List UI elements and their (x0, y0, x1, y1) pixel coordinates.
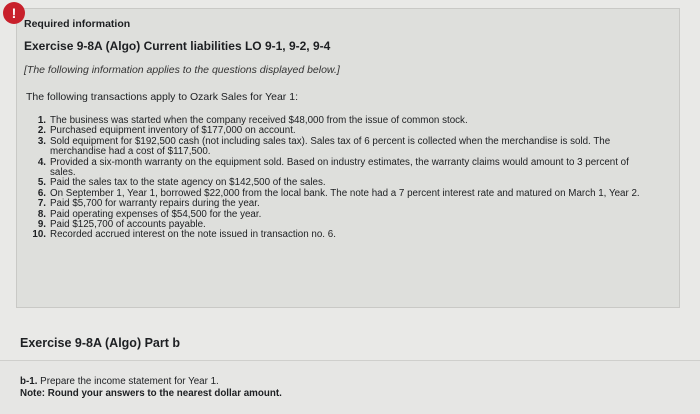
item-text: On September 1, Year 1, borrowed $22,000 from the local bank. The note had a 7 percent interest rate and matured on March 1, Year 2. (50, 187, 640, 199)
intro-text: The following transactions apply to Ozark Sales for Year 1: (26, 91, 298, 103)
item-text: Paid operating expenses of $54,500 for the year. (50, 208, 262, 220)
item-text: The business was started when the company received $48,000 from the issue of common stock. (50, 115, 468, 126)
item-text: Recorded accrued interest on the note issued in transaction no. 6. (50, 229, 336, 241)
item-number: 3. (37, 135, 46, 147)
list-item (24, 158, 642, 179)
item-number: 6. (37, 187, 46, 199)
item-text: Sold equipment for $192,500 cash (not including sales tax). Sales tax of 6 percent is collected when the merchandise is sold. The merchandise had a cost of $117,500. (50, 135, 611, 158)
exercise-title: Exercise 9-8A (Algo) Current liabilities LO 9-1, 9-2, 9-4 (24, 39, 331, 53)
instruction-number: b-1. (20, 376, 38, 387)
item-number: 4. (37, 156, 46, 168)
item-text: Provided a six-month warranty on the equipment sold. Based on industry estimates, the warranty claims would amount to 3 percent of sales. (50, 156, 629, 179)
item-text: Paid the sales tax to the state agency on $142,500 of the sales. (50, 177, 326, 189)
item-number: 7. (37, 198, 46, 210)
item-number: 1. (37, 115, 46, 126)
part-instruction (20, 376, 219, 387)
part-title: Exercise 9-8A (Algo) Part b (20, 336, 181, 350)
item-number: 2. (37, 125, 46, 137)
part-instructions-panel (0, 360, 700, 414)
list-item (24, 137, 642, 158)
rounding-note: Note: Round your answers to the nearest dollar amount. (20, 388, 282, 399)
item-text: Paid $125,700 of accounts payable. (50, 219, 206, 231)
item-number: 8. (37, 208, 46, 220)
item-text: Purchased equipment inventory of $177,000 on account. (50, 125, 296, 137)
item-number: 9. (37, 219, 46, 231)
instruction-note: [The following information applies to the questions displayed below.] (24, 64, 340, 76)
item-text: Paid $5,700 for warranty repairs during the year. (50, 198, 260, 210)
transaction-list (24, 116, 642, 241)
required-information-label: Required information (24, 18, 131, 30)
alert-icon: ! (3, 2, 25, 24)
instruction-text: Prepare the income statement for Year 1. (40, 376, 219, 387)
item-number: 10. (32, 229, 46, 241)
list-item (24, 230, 642, 240)
item-number: 5. (37, 177, 46, 189)
